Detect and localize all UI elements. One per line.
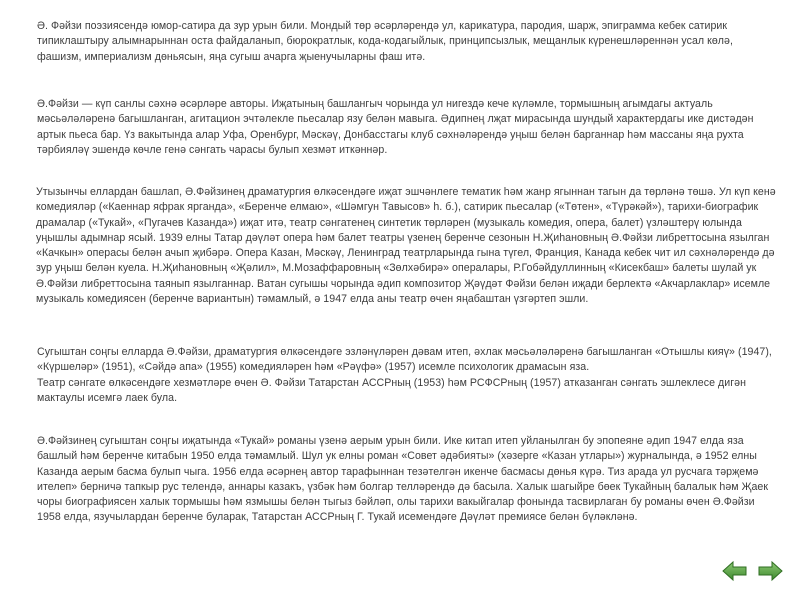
paragraph-dramaturgy-1930s: Утызынчы еллардан башлап, Ә.Фәйзинең драматургия өлкәсендәге иҗат эшчәнлеге тематик һәм жанр ягыннан тагын да төрләнә төшә. Ул күп кенә комедияләр («Каеннар яфрак ярганда», «Беренче елмаю», «Шәмгун Тавысов» һ. б.), сатирик пьесалар («Төтен», «Түрәкәй»), тарихи-биографик драмалар («Тукай», «Пугачев Казанда») иҗат итә, театр сәнгатенең синтетик төрләрен (музыкаль комедия, опера, балет) үзләштерү юлында уңышлы адымнар ясый. 1939 елны Татар дәүләт опера һәм балет театры үзенең беренче сезонын Н.Җиһановның Ә.Фәйзи либреттосына язылган «Качкын» операсы белән ачып җибәрә. Опера Казан, Мәскәү, Ленинград театрларында гына түгел, Франция, Канада кебек чит ил сәхнәләрендә дә зур уңыш белән куела. Н.Җиһановның «Җәлил», М.Мозаффаровның «Зөлхәбирә» опералары, Р.Гобәйдуллинның «Кисекбаш» балеты шулай ук Ә.Фәйзи либреттосына таянып язылганнар. Ватан сугышы чорында әдип композитор Җәүдәт Фәйзи белән иҗади берлектә «Акчарлаклар» исемле музыкаль комедиясен (беренче вариантын) тәмамлый, ә 1947 елда аны театр өчен яңабаштан үзгәртеп эшли. (36, 186, 776, 306)
arrow-right-icon (757, 560, 783, 582)
arrow-left-icon (722, 560, 748, 582)
paragraph-tukay-novel: Ә.Фәйзинең сугыштан соңгы иҗатында «Тукай» романы үзенә аерым урын били. Ике китап итеп уйланылган бу эпопеяне әдип 1947 елда яза башлый һәм беренче китабын 1950 елда тәмамлый. Шул ук елны роман «Совет әдәбияты» (хәзерге «Казан утлары») журналында, ә 1952 елны Казанда аерым басма булып чыга. 1956 елда әсәрнең автор тарафыннан тезәтелгән икенче басмасы дөнья күрә. Тиз арада ул русчага тәрҗемә ителеп» берничә тапкыр рус телендә, аннары казакъ, үзбәк һәм болгар телләрендә дә басыла. Халык шагыйре бөек Тукайның балалык һәм Җаек чоры биографиясен халык тормышы һәм язмышы белән тыгыз бәйләп, олы тарихи вакыйгалар фонында тасвирлаган бу романы өчен Ә.Фәйзи 1958 елда, язучылардан беренче буларак, Татарстан АССРның Г. Тукай исемендәге Дәүләт премиясе белән бүләкләнә. (37, 435, 769, 524)
back-button[interactable] (722, 560, 748, 582)
paragraph-postwar-comedies: Сугыштан соңгы елларда Ә.Фәйзи, драматургия өлкәсендәге эзләнүләрен дәвам итеп, әхлак мәсьәләләренә багышланган «Отышлы кияү» (1947), «Күршеләр» (1951), «Сәйдә апа» (1955) комедияләрен һәм «Рәүфә» (1957) исемле психологик драмасын яза. Театр сәнгате өлкәсендәге хезмәтләре өчен Ә. Фәйзи Татарстан АССРның (1953) һәм РСФСРның (1957) атказанган сәнгать эшлеклесе дигән мактаулы исемгә лаек була. (37, 346, 772, 404)
forward-button[interactable] (757, 560, 783, 582)
paragraph-humor-satire: Ә. Фәйзи поэзиясендә юмор-сатира да зур урын били. Мондый төр әсәрләрендә ул, карикатура, пародия, шарж, эпиграмма кебек сатирик типиклаштыру алымнарыннан оста файдаланып, бюрократлык, кода-кодагыйлык, принципсызлык, мещанлык күренешләреннән усал көлә, фашизм, империализм дөньясын, яңа сугыш ачарга җыенучыларны фаш итә. (37, 20, 733, 63)
paragraph-stage-works: Ә.Фәйзи — күп санлы сәхнә әсәрләре авторы. Иҗатының башлангыч чорында ул нигездә кече күләмле, тормышның агымдагы актуаль мәсьәләләренә багышланган, агитацион эчтәлекле пьесалар язу белән мавыга. Әдипнең лҗат мирасында шундый характердагы ике дистәдән артык пьеса бар. Үз вакытында алар Уфа, Оренбург, Мәскәү, Донбасстагы клуб сәхнәләрендә уңыш белән барганнар һәм массаны яңа рухта тәрбияләү эшендә көчле генә сәнгать чарасы булып хезмәт иткәннәр. (37, 98, 754, 156)
